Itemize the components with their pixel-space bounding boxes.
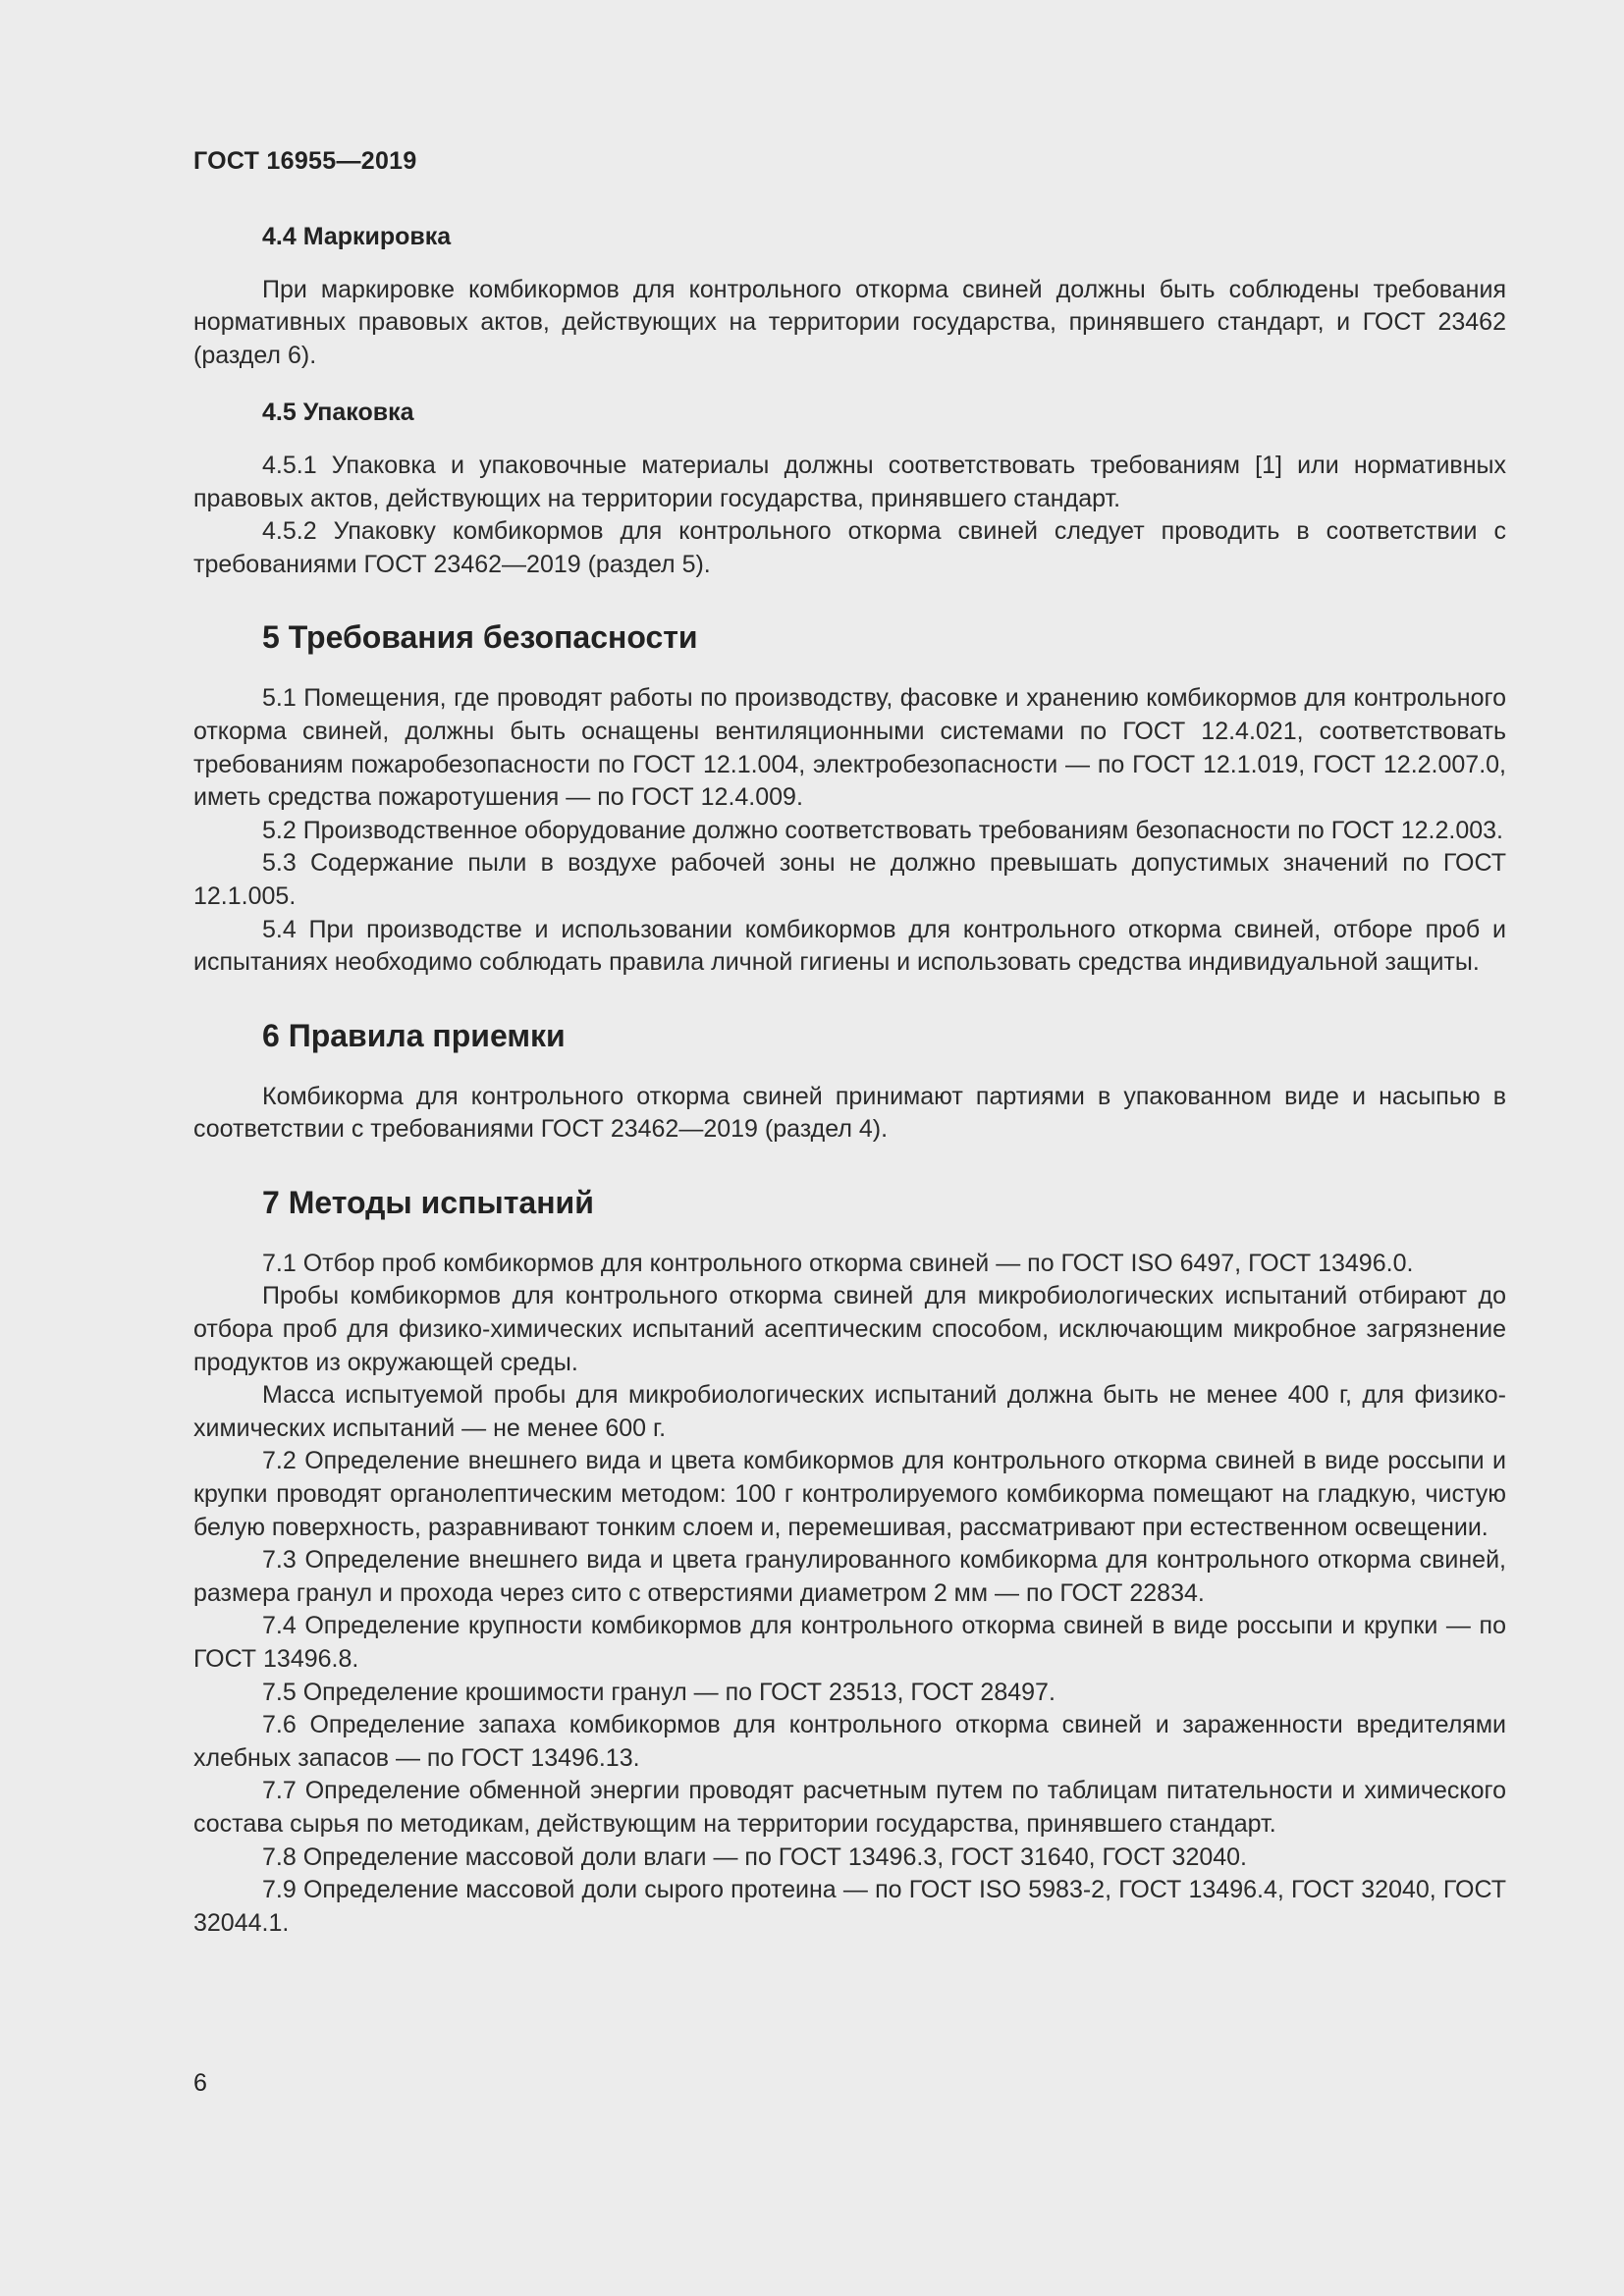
paragraph-7-8: 7.8 Определение массовой доли влаги — по ГОСТ 13496.3, ГОСТ 31640, ГОСТ 32040. [262,1842,1248,1871]
paragraph-7-7: 7.7 Определение обменной энергии проводят расчетным путем по таблицам питательности и химического состава сырья по методикам, действующим на территории государства, принявшего стандарт. [193,1777,1506,1838]
paragraph-6-1: Комбикорма для контрольного откорма свиней принимают партиями в упакованном виде и насыпью в соответствии с требованиями ГОСТ 23462—2019 (раздел 4). [193,1082,1506,1144]
page-number: 6 [193,2069,207,2097]
paragraph-5-4: 5.4 При производстве и использовании комбикормов для контрольного откорма свиней, отборе проб и испытаниях необходимо соблюдать правила личной гигиены и использовать средства индивидуальной защиты. [193,915,1506,977]
paragraph-7-5: 7.5 Определение крошимости гранул — по ГОСТ 23513, ГОСТ 28497. [262,1678,1056,1706]
paragraph-7-2: 7.2 Определение внешнего вида и цвета комбикормов для контрольного откорма свиней в виде россыпи и крупки проводят органолептическим методом: 100 г контролируемого комбикорма помещают на гладкую, чистую белую поверхность, разравнивают тонким слоем и, перемешивая, рассматривают при естественном освещении. [193,1447,1506,1541]
section-4-5-heading: 4.5 Упаковка [262,399,414,427]
paragraph-5-1: 5.1 Помещения, где проводят работы по производству, фасовке и хранению комбикормов для контрольного откорма свиней, должны быть оснащены вентиляционными системами по ГОСТ 12.4.021, соответствовать требованиям пожаробезопасности по ГОСТ 12.1.004, электробезопасности — по ГОСТ 12.1.019, ГОСТ 12.2.007.0, иметь средства пожаротушения — по ГОСТ 12.4.009. [193,684,1506,812]
paragraph-4-5-1: 4.5.1 Упаковка и упаковочные материалы должны соответствовать требованиям [1] или нормативных правовых актов, действующих на территории государства, принявшего стандарт. [193,451,1506,512]
section-6-heading: 6 Правила приемки [262,1017,566,1053]
section-5-heading: 5 Требования безопасности [262,619,698,656]
paragraph-7-1-mass: Масса испытуемой пробы для микробиологических испытаний должна быть не менее 400 г, для физико-химических испытаний — не менее 600 г. [193,1381,1506,1442]
paragraph-7-4: 7.4 Определение крупности комбикормов для контрольного откорма свиней в виде россыпи и крупки — по ГОСТ 13496.8. [193,1612,1506,1673]
document-body [193,221,1506,1940]
section-4-4-heading: 4.4 Маркировка [262,223,452,250]
paragraph-5-3: 5.3 Содержание пыли в воздухе рабочей зоны не должно превышать допустимых значений по ГОСТ 12.1.005. [193,849,1506,910]
paragraph-7-3: 7.3 Определение внешнего вида и цвета гранулированного комбикорма для контрольного откорма свиней, размера гранул и прохода через сито с отверстиями диаметром 2 мм — по ГОСТ 22834. [193,1546,1506,1607]
paragraph-7-9: 7.9 Определение массовой доли сырого протеина — по ГОСТ ISO 5983-2, ГОСТ 13496.4, ГОСТ 32040, ГОСТ 32044.1. [193,1876,1506,1937]
paragraph-7-1: 7.1 Отбор проб комбикормов для контрольного откорма свиней — по ГОСТ ISO 6497, ГОСТ 13496.0. [262,1249,1414,1277]
paragraph-4-4: При маркировке комбикормов для контрольного откорма свиней должны быть соблюдены требования нормативных правовых актов, действующих на территории государства, принявшего стандарт, и ГОСТ 23462 (раздел 6). [193,275,1506,369]
section-7-heading: 7 Методы испытаний [262,1184,594,1220]
paragraph-7-6: 7.6 Определение запаха комбикормов для контрольного откорма свиней и зараженности вредителями хлебных запасов — по ГОСТ 13496.13. [193,1711,1506,1772]
paragraph-4-5-2: 4.5.2 Упаковку комбикормов для контрольного откорма свиней следует проводить в соответствии с требованиями ГОСТ 23462—2019 (раздел 5). [193,517,1506,578]
paragraph-5-2: 5.2 Производственное оборудование должно соответствовать требованиям безопасности по ГОСТ 12.2.003. [262,816,1503,844]
document-header: ГОСТ 16955—2019 [193,147,417,175]
paragraph-7-1-samples: Пробы комбикормов для контрольного откорма свиней для микробиологических испытаний отбирают до отбора проб для физико-химических испытаний асептическим способом, исключающим микробное загрязнение продуктов из окружающей среды. [193,1282,1506,1376]
